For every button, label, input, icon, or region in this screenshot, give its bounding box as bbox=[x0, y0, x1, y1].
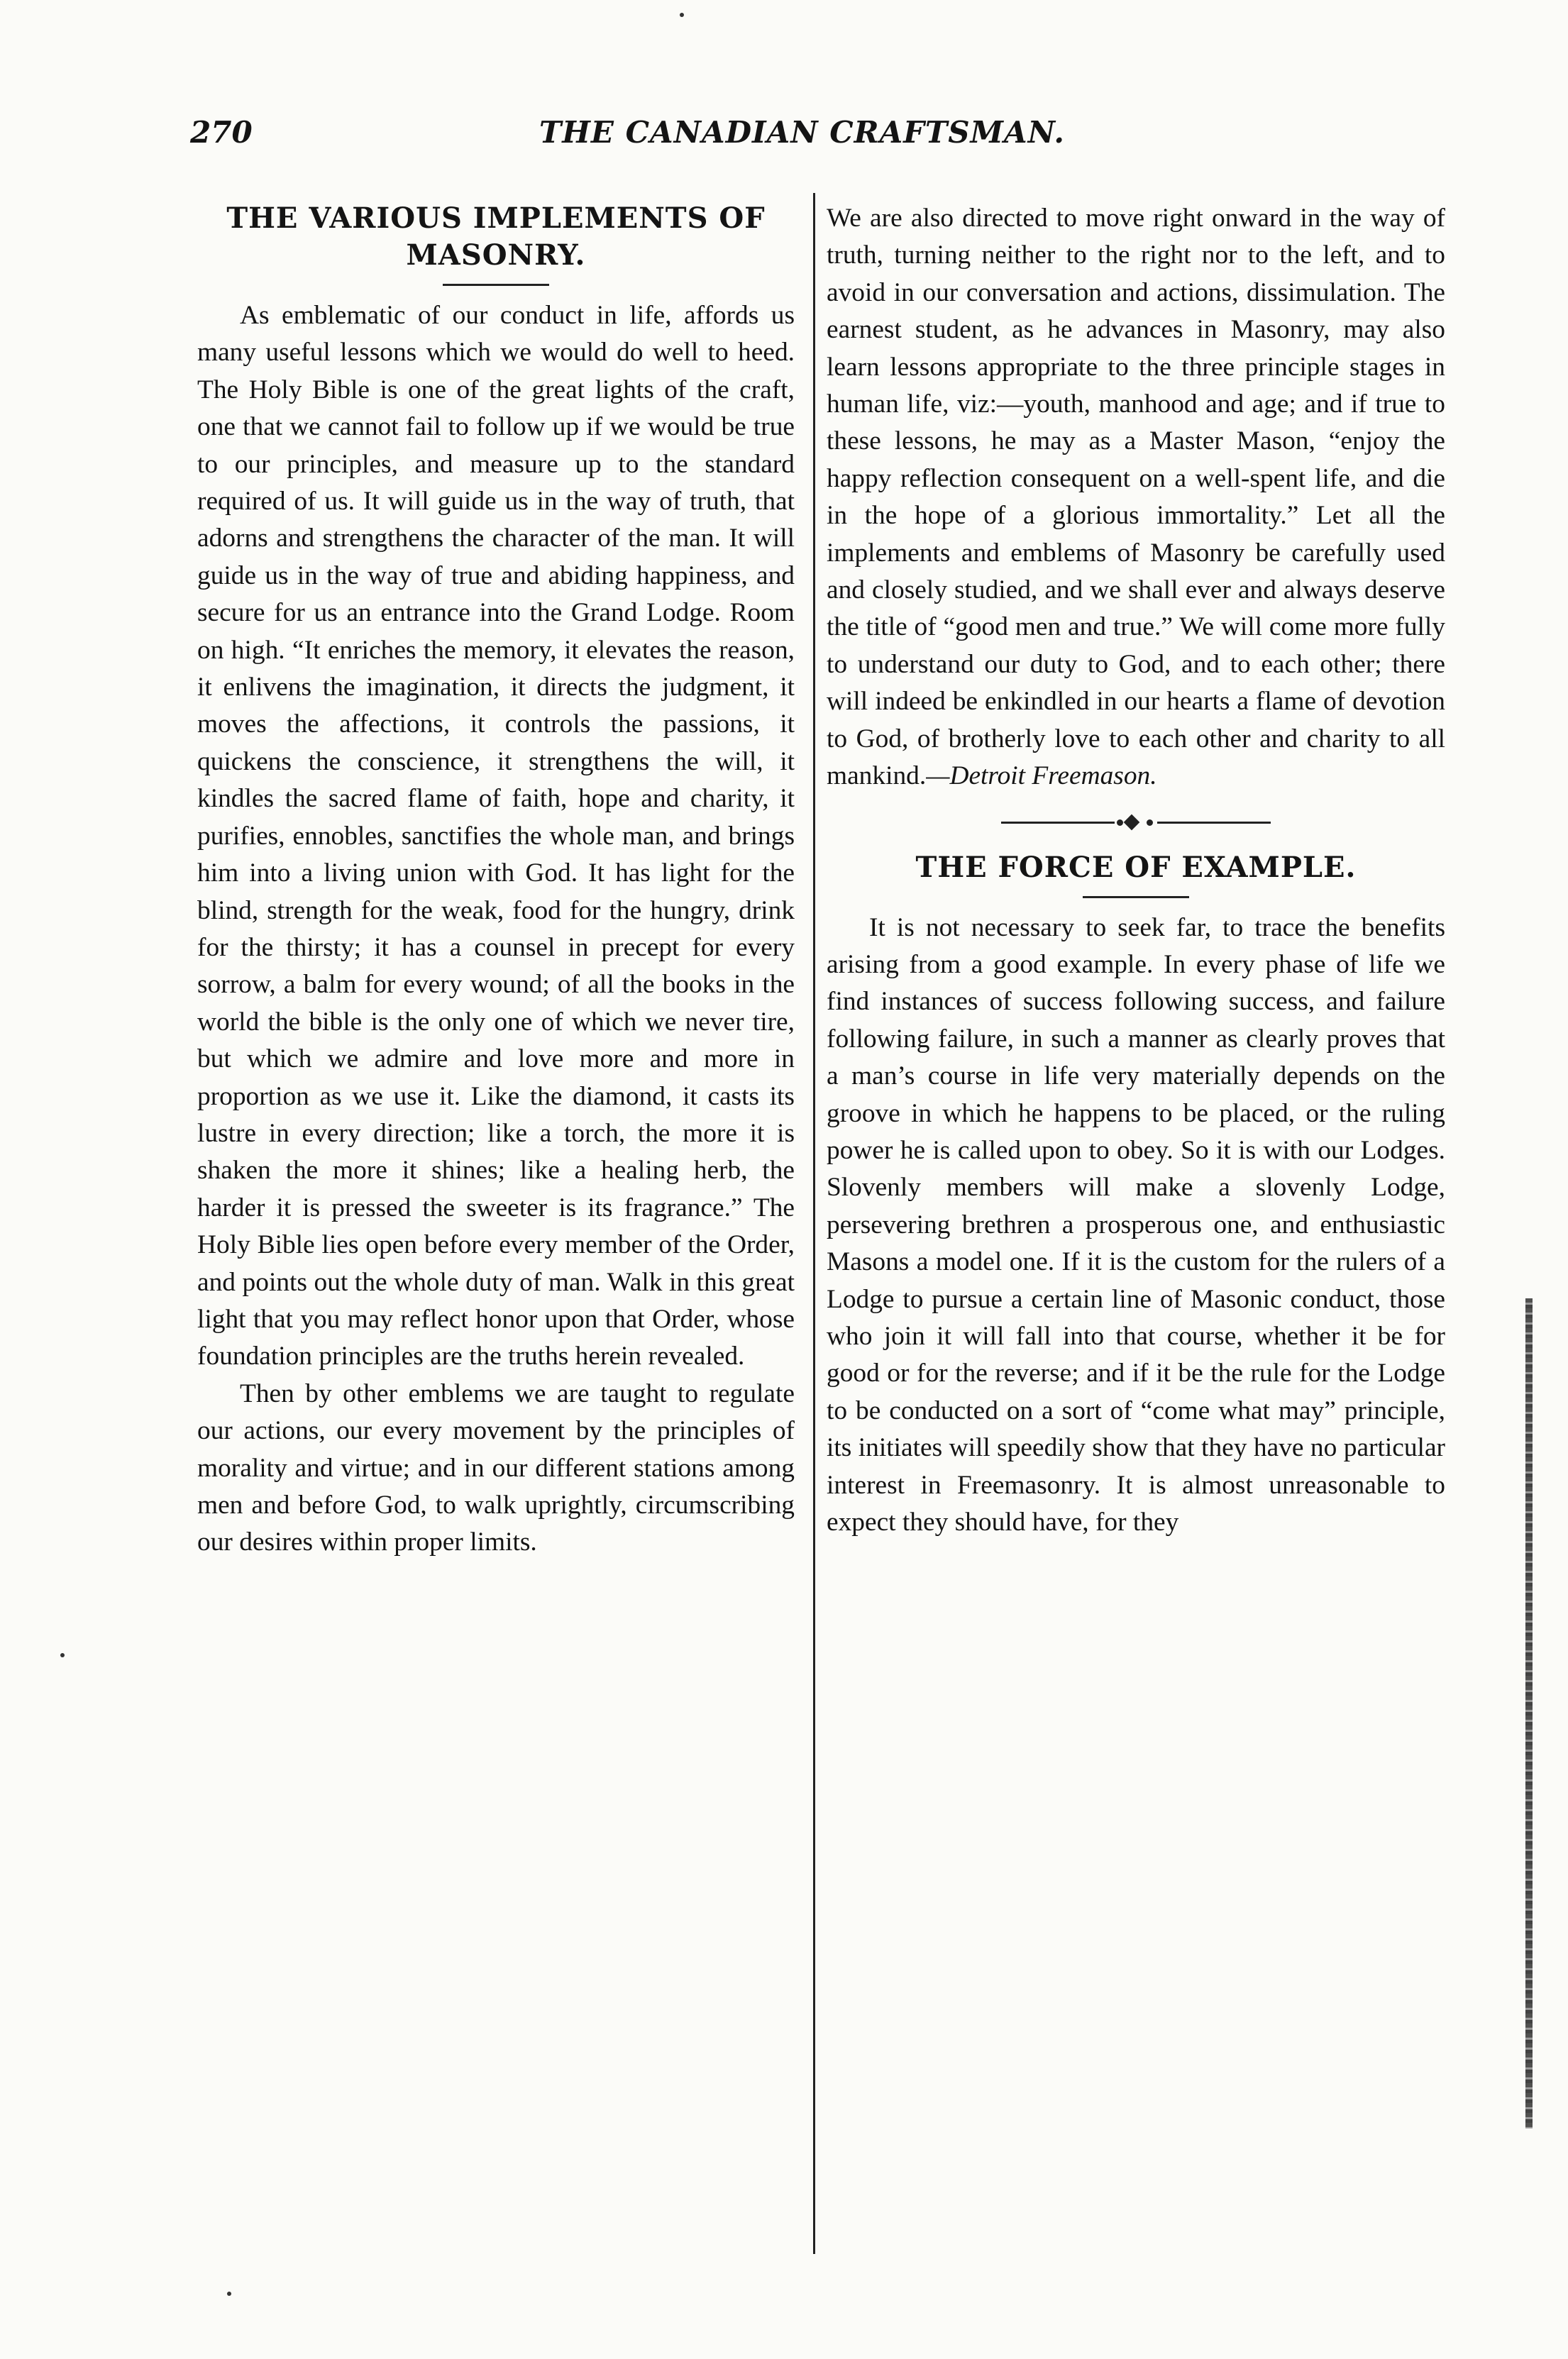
section-ornament bbox=[1001, 808, 1271, 836]
article-credit: —Detroit Freemason. bbox=[926, 761, 1157, 791]
title-rule bbox=[1083, 896, 1189, 898]
scan-speck bbox=[60, 1653, 65, 1657]
article-paragraph-continued bbox=[827, 200, 1445, 795]
article-paragraph: As emblematic of our conduct in life, affords us many useful lessons which we would do well to heed. The Holy Bible is one of the great lights of the craft, one that we cannot fail to follow up if we would be true to our principles, and measure up to the standard required of us. It will guide us in the way of truth, that adorns and strengthens the character of the man. It will guide us in the way of true and abiding happiness, and secure for us an entrance into the Grand Lodge. Room on high. “It enriches the memory, it elevates the reason, it enlivens the imagination, it directs the judgment, it moves the affections, it controls the passions, it quickens the conscience, it strengthens the will, it kindles the sacred flame of faith, hope and charity, it purifies, ennobles, sanctifies the whole man, and brings him into a living union with God. It has light for the blind, strength for the weak, food for the hungry, drink for the thirsty; it has a counsel in precept for every sorrow, a balm for every wound; of all the books in the world the bible is the only one of which we never tire, but which we admire and love more and more in proportion as we use it. Like the diamond, it casts its lustre in every direction; like a torch, the more it is shaken the more it shines; like a healing herb, the harder it is pressed the sweeter is its fragrance.” The Holy Bible lies open before every member of the Order, and points out the whole duty of man. Walk in this great light that you may reflect honor upon that Order, whose foundation principles are the truths herein revealed. bbox=[197, 301, 795, 1371]
page-number: 270 bbox=[190, 115, 253, 150]
article-paragraph: Then by other emblems we are taught to regulate our actions, our every movement by the principles of morality and virtue; and in our different stations among men and before God, to walk uprightly, circumscribing our desires within proper limits. bbox=[197, 1379, 795, 1557]
running-title: THE CANADIAN CRAFTSMAN. bbox=[539, 115, 1065, 150]
left-column bbox=[197, 200, 795, 1562]
article-paragraph: It is not necessary to seek far, to trace the benefits arising from a good example. In every phase of life we find instances of success following success, and failure following failure, in such a manner as clearly proves that a man’s course in life very materially depends on the groove in which he happens to be placed, or the ruling power he is called upon to obey. So it is with our Lodges. Slovenly members will make a slovenly Lodge, persevering brethren a prosperous one, and enthusiastic Masons a model one. If it is the custom for the rulers of a Lodge to pursue a certain line of Masonic conduct, those who join it will fall into that course, whether it be for good or for the reverse; and if it be the rule for the Lodge to be conducted on a sort of “come what may” principle, its initiates will speedily show that they have no particular interest in Freemasonry. It is almost unreasonable to expect they should have, for they bbox=[827, 912, 1445, 1537]
article-title-implements bbox=[197, 200, 795, 274]
continued-paragraph-text: We are also directed to move right onward in the way of truth, turning neither to the right nor to the left, and to avoid in our conversation and actions, dissimulation. The earnest student, as he advances in Masonry, may also learn lessons appropriate to the three principle stages in human life, viz:—youth, manhood and age; and if true to these lessons, he may as a Master Mason, “enjoy the happy reflection consequent on a well-spent life, and die in the hope of a glorious immortality.” Let all the implements and emblems of Masonry be carefully used and closely studied, and we shall ever and always deserve the title of “good men and true.” We will come more fully to understand our duty to God, and to each other; there will indeed be enkindled in our hearts a flame of devotion to God, of brotherly love to each other and charity to all mankind. bbox=[827, 204, 1445, 791]
article-title-example: THE FORCE OF EXAMPLE. bbox=[915, 850, 1357, 884]
column-divider bbox=[813, 193, 815, 2254]
article-title-line-2: MASONRY. bbox=[406, 238, 586, 272]
page-edge-mark bbox=[1525, 1298, 1533, 2128]
scan-speck bbox=[680, 13, 684, 17]
scan-speck bbox=[227, 2292, 231, 2296]
article-title-line-1: THE VARIOUS IMPLEMENTS OF bbox=[226, 201, 766, 235]
title-rule bbox=[443, 284, 549, 286]
right-column bbox=[827, 200, 1445, 1541]
